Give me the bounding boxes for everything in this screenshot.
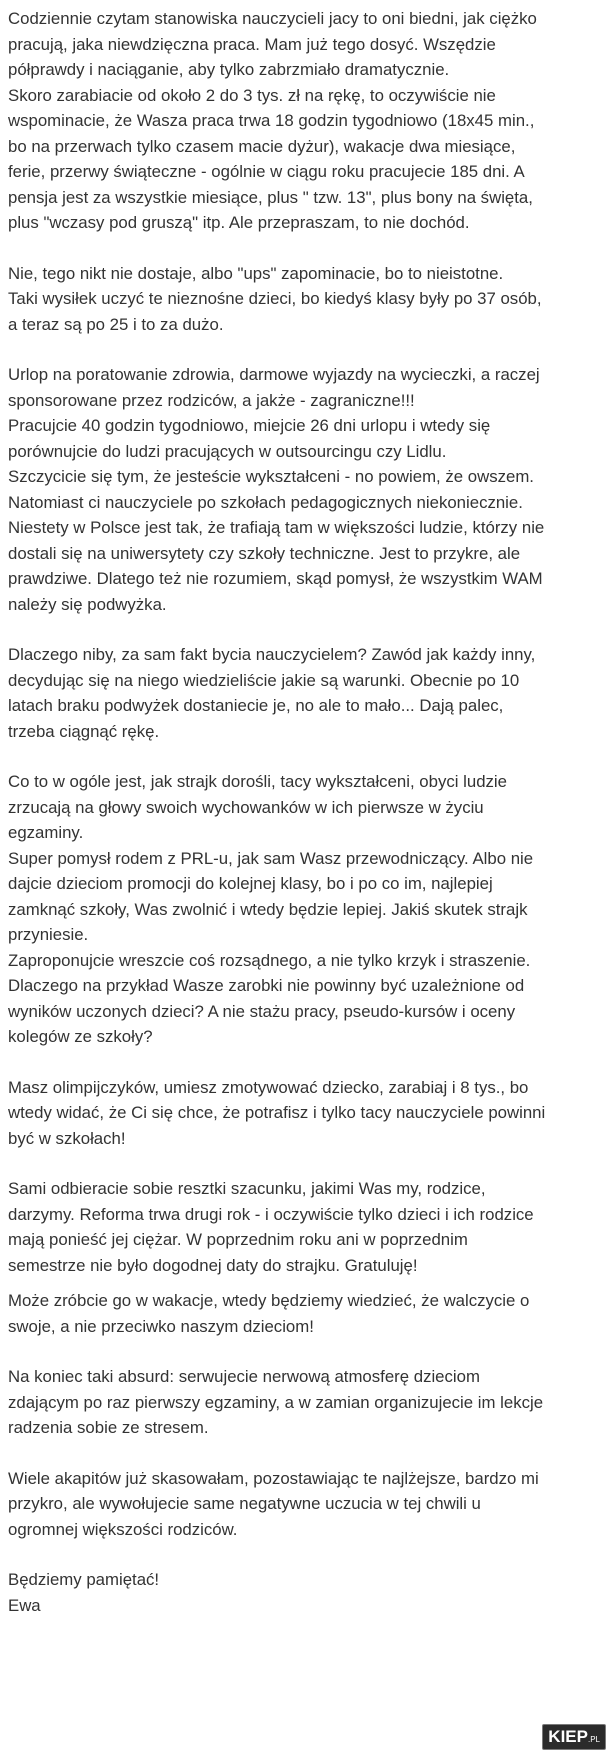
- text-line: być w szkołach!: [8, 1128, 126, 1148]
- paragraph-6: [8, 1075, 600, 1152]
- letter-body: [8, 6, 600, 1643]
- paragraph-10: [8, 1466, 600, 1543]
- text-line: Nie, tego nikt nie dostaje, albo "ups" zapominacie, bo to nieistotne.: [8, 263, 504, 283]
- paragraph-7: [8, 1176, 600, 1278]
- text-line: wtedy widać, że Ci się chce, że potrafisz i tylko tacy nauczyciele powinni: [8, 1103, 546, 1122]
- text-line: Zaproponujcie wreszcie coś rozsądnego, a nie tylko krzyk i straszenie.: [8, 950, 531, 970]
- logo-text: KIEP: [548, 1727, 588, 1746]
- text-line: Pracujcie 40 godzin tygodniowo, miejcie 26 dni urlopu i wtedy się: [8, 416, 491, 435]
- text-line: Na koniec taki absurd: serwujecie nerwową atmosferę dzieciom: [8, 1367, 480, 1386]
- text-line: wyników uczonych dzieci? A nie stażu pracy, pseudo-kursów i oceny: [8, 1001, 516, 1021]
- text-line: Sami odbieracie sobie resztki szacunku, jakimi Was my, rodzice,: [8, 1179, 486, 1198]
- text-line: a teraz są po 25 i to za dużo.: [8, 314, 224, 334]
- paragraph-9: [8, 1364, 600, 1441]
- paragraph-5: [8, 769, 600, 1050]
- text-line: przyniesie.: [8, 925, 89, 944]
- text-line: Urlop na poratowanie zdrowia, darmowe wyjazdy na wycieczki, a raczej: [8, 365, 540, 384]
- paragraph-3: [8, 362, 600, 617]
- text-line: półprawdy i naciąganie, aby tylko zabrzmiało dramatycznie.: [8, 60, 450, 79]
- text-line: Dlaczego niby, za sam fakt bycia nauczycielem? Zawód jak każdy inny,: [8, 645, 536, 664]
- text-line: dajcie dzieciom promocji do kolejnej klasy, bo i po co im, najlepiej: [8, 874, 493, 893]
- text-line: trzeba ciągnąć rękę.: [8, 721, 160, 741]
- text-line: darzymy. Reforma trwa drugi rok - i oczywiście tylko dzieci i ich rodzice: [8, 1204, 534, 1224]
- text-line: latach braku podwyżek dostaniecie je, no ale to mało... Dają palec,: [8, 696, 504, 715]
- text-line: wspominacie, że Wasza praca trwa 18 godzin tygodniowo (18x45 min.,: [8, 111, 535, 130]
- text-line: ogromnej większości rodziców.: [8, 1519, 238, 1539]
- closing-line: Będziemy pamiętać!: [8, 1570, 160, 1589]
- text-line: semestrze nie było dogodnej daty do strajku. Gratuluję!: [8, 1255, 418, 1275]
- text-line: Codziennie czytam stanowiska nauczycieli jacy to oni biedni, jak ciężko: [8, 9, 537, 28]
- text-line: porównujcie do ludzi pracujących w outsourcingu czy Lidlu.: [8, 441, 447, 461]
- text-line: Super pomysł rodem z PRL-u, jak sam Wasz przewodniczący. Albo nie: [8, 848, 534, 868]
- kiep-watermark-logo: [542, 1724, 606, 1750]
- text-line: Natomiast ci nauczyciele po szkołach pedagogicznych niekoniecznie.: [8, 492, 523, 512]
- text-line: zamknąć szkoły, Was zwolnić i wtedy będzie lepiej. Jakiś skutek strajk: [8, 899, 528, 919]
- text-line: zdającym po raz pierwszy egzaminy, a w zamian organizujecie im lekcje: [8, 1392, 544, 1412]
- author-name: Ewa: [8, 1595, 41, 1615]
- text-line: Taki wysiłek uczyć te nieznośne dzieci, bo kiedyś klasy były po 37 osób,: [8, 289, 542, 308]
- text-line: Skoro zarabiacie od około 2 do 3 tys. zł na rękę, to oczywiście nie: [8, 85, 496, 105]
- paragraph-1: [8, 6, 600, 236]
- text-line: Co to w ogóle jest, jak strajk dorośli, tacy wykształceni, obyci ludzie: [8, 772, 507, 791]
- text-line: kolegów ze szkoły?: [8, 1027, 153, 1046]
- text-line: Może zróbcie go w wakacje, wtedy będziemy wiedzieć, że walczycie o: [8, 1291, 530, 1310]
- text-line: decydując się na niego wiedzieliście jakie są warunki. Obecnie po 10: [8, 670, 520, 690]
- logo-suffix: .PL: [587, 1735, 600, 1744]
- text-line: ferie, przerwy świąteczne - ogólnie w ciągu roku pracujecie 185 dni. A: [8, 162, 525, 181]
- text-line: Masz olimpijczyków, umiesz zmotywować dziecko, zarabiaj i 8 tys., bo: [8, 1077, 529, 1097]
- text-line: mają ponieść jej ciężar. W poprzednim roku ani w poprzednim: [8, 1230, 468, 1249]
- signature-block: [8, 1567, 600, 1618]
- paragraph-8: [8, 1288, 600, 1339]
- text-line: prawdziwe. Dlatego też nie rozumiem, skąd pomysł, że wszystkim WAM: [8, 569, 543, 588]
- text-line: sponsorowane przez rodziców, a jakże - zagraniczne!!!: [8, 390, 415, 410]
- text-line: pensja jest za wszystkie miesiące, plus " tzw. 13", plus bony na święta,: [8, 187, 533, 207]
- text-line: należy się podwyżka.: [8, 594, 167, 614]
- text-line: Szczycicie się tym, że jesteście wykształceni - no powiem, że owszem.: [8, 467, 534, 486]
- text-line: Dlaczego na przykład Wasze zarobki nie powinny być uzależnione od: [8, 976, 525, 995]
- paragraph-2: [8, 261, 600, 338]
- text-line: swoje, a nie przeciwko naszym dzieciom!: [8, 1316, 314, 1336]
- text-line: plus "wczasy pod gruszą" itp. Ale przepraszam, to nie dochód.: [8, 213, 470, 232]
- text-line: pracują, jaka niewdzięczna praca. Mam już tego dosyć. Wszędzie: [8, 34, 496, 54]
- text-line: bo na przerwach tylko czasem macie dyżur), wakacje dwa miesiące,: [8, 136, 516, 156]
- text-line: dostali się na uniwersytety czy szkoły techniczne. Jest to przykre, ale: [8, 543, 521, 563]
- text-line: przykro, ale wywołujecie same negatywne uczucia w tej chwili u: [8, 1494, 481, 1513]
- text-line: Wiele akapitów już skasowałam, pozostawiając te najlżejsze, bardzo mi: [8, 1468, 539, 1488]
- text-line: zrzucają na głowy swoich wychowanków w ich pierwsze w życiu: [8, 797, 484, 817]
- paragraph-4: [8, 642, 600, 744]
- text-line: egzaminy.: [8, 823, 84, 842]
- text-line: radzenia sobie ze stresem.: [8, 1418, 209, 1437]
- text-line: Niestety w Polsce jest tak, że trafiają tam w większości ludzie, którzy nie: [8, 518, 545, 537]
